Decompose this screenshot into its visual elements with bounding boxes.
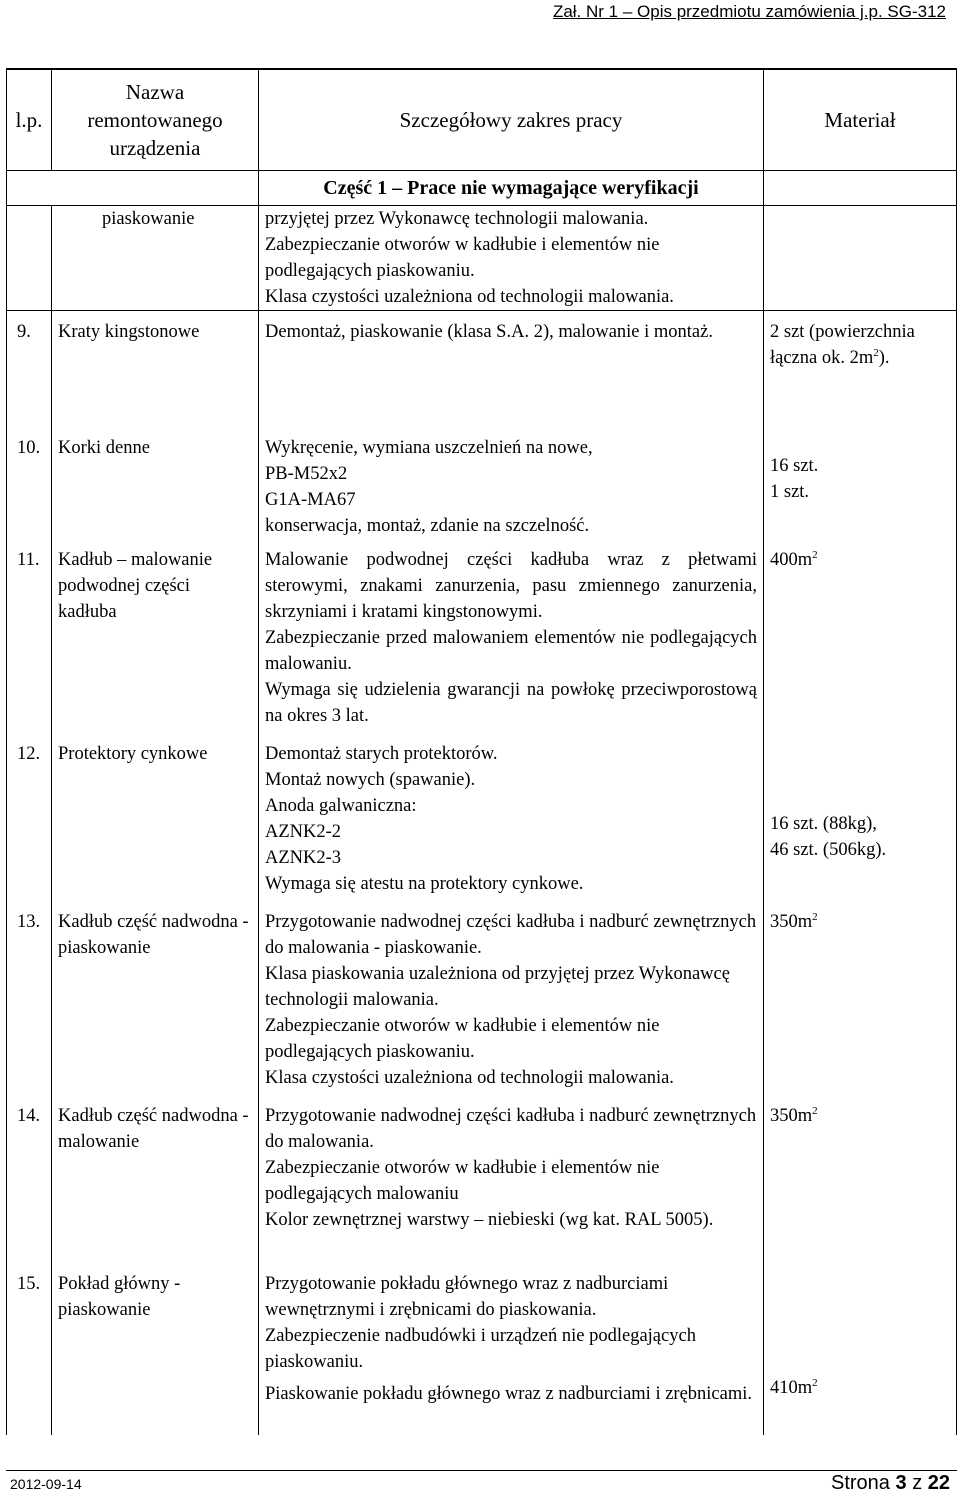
table-row bbox=[7, 206, 957, 311]
header-name: Nazwa remontowanego urządzenia bbox=[52, 69, 259, 171]
row-material: 16 szt. (88kg), 46 szt. (506kg). bbox=[764, 733, 957, 901]
row-material: $350m^2$ bbox=[764, 1095, 957, 1263]
row-scope: Przygotowanie nadwodnej części kadłuba i nadburć zewnętrznych do malowania - piaskowanie. Klasa piaskowania uzależniona od przyjętej przez Wykonawcę technologii malowania. Zabezpieczanie otworów w kadłubie i elementów nie podlegających piaskowaniu. Klasa czystości uzależniona od technologii malowania. bbox=[259, 901, 764, 1095]
section-title: Część 1 – Prace nie wymagające weryfikacji bbox=[259, 171, 764, 206]
work-scope-table bbox=[6, 68, 957, 1435]
document-reference-header: Zał. Nr 1 – Opis przedmiotu zamówienia j.p. SG-312 bbox=[552, 2, 946, 21]
table-row bbox=[7, 311, 957, 427]
header-lp: l.p. bbox=[7, 69, 52, 171]
row-name: Korki denne bbox=[52, 427, 259, 539]
row-name: Kadłub część nadwodna - malowanie bbox=[52, 1095, 259, 1263]
row-name: Kadłub część nadwodna - piaskowanie bbox=[52, 901, 259, 1095]
row-scope: Wykręcenie, wymiana uszczelnień na nowe, PB-M52x2 G1A-MA67 konserwacja, montaż, zdanie na szczelność. bbox=[259, 427, 764, 539]
footer-divider bbox=[6, 1470, 957, 1471]
row-scope: Demontaż starych protektorów. Montaż nowych (spawanie). Anoda galwaniczna: AZNK2-2 AZNK2-3 Wymaga się atestu na protektory cynkowe. bbox=[259, 733, 764, 901]
row-scope: Demontaż, piaskowanie (klasa S.A. 2), malowanie i montaż. bbox=[259, 311, 764, 427]
row-scope: Przygotowanie nadwodnej części kadłuba i nadburć zewnętrznych do malowania. Zabezpieczanie otworów w kadłubie i elementów nie podlegających malowaniu Kolor zewnętrznej warstwy – niebieski (wg kat. RAL 5005). bbox=[259, 1095, 764, 1263]
table-row bbox=[7, 427, 957, 539]
row-material: $410m^2$ bbox=[764, 1263, 957, 1435]
row-scope: przyjętej przez Wykonawcę technologii malowania. Zabezpieczanie otworów w kadłubie i elementów nie podlegających piaskowaniu. Klasa czystości uzależniona od technologii malowania. bbox=[259, 206, 764, 311]
header-material: Materiał bbox=[764, 69, 957, 171]
row-number: 15. bbox=[7, 1263, 52, 1435]
table-header-row bbox=[7, 69, 957, 171]
row-name: piaskowanie bbox=[52, 206, 259, 311]
table-row bbox=[7, 1095, 957, 1263]
row-number: 10. bbox=[7, 427, 52, 539]
row-name: Kadłub – malowanie podwodnej części kadłuba bbox=[52, 539, 259, 733]
row-material: 16 szt. 1 szt. bbox=[764, 427, 957, 539]
row-number: 12. bbox=[7, 733, 52, 901]
row-number: 14. bbox=[7, 1095, 52, 1263]
row-scope: Malowanie podwodnej części kadłuba wraz z płetwami sterowymi, znakami zanurzenia, pasu zmiennego zanurzenia, skrzyniami i kratami kingstonowymi. Zabezpieczanie przed malowaniem elementów nie podlegających malowaniu. Wymaga się udzielenia gwarancji na powłokę przeciwporostową na okres 3 lat. bbox=[259, 539, 764, 733]
row-number: 9. bbox=[7, 311, 52, 427]
footer-date: 2012-09-14 bbox=[10, 1476, 82, 1492]
row-material: $400m^2$ bbox=[764, 539, 957, 733]
section-header-row bbox=[7, 171, 957, 206]
table-row bbox=[7, 733, 957, 901]
page-number: Strona 3 z 22 bbox=[831, 1472, 950, 1494]
row-scope: Przygotowanie pokładu głównego wraz z nadburciami wewnętrznymi i zrębnicami do piaskowania. Zabezpieczenie nadbudówki i urządzeń nie podlegających piaskowaniu. Piaskowanie pokładu głównego wraz z nadburciami i zrębnicami. bbox=[259, 1263, 764, 1435]
table-row bbox=[7, 901, 957, 1095]
table-row bbox=[7, 1263, 957, 1435]
table-row bbox=[7, 539, 957, 733]
row-name: Kraty kingstonowe bbox=[52, 311, 259, 427]
row-number: 11. bbox=[7, 539, 52, 733]
header-scope: Szczegółowy zakres pracy bbox=[259, 69, 764, 171]
row-material: $350m^2$ bbox=[764, 901, 957, 1095]
row-name: Protektory cynkowe bbox=[52, 733, 259, 901]
row-number: 13. bbox=[7, 901, 52, 1095]
row-material: 2 szt (powierzchnia łączna ok. $2m^2$). bbox=[764, 311, 957, 427]
row-name: Pokład główny - piaskowanie bbox=[52, 1263, 259, 1435]
